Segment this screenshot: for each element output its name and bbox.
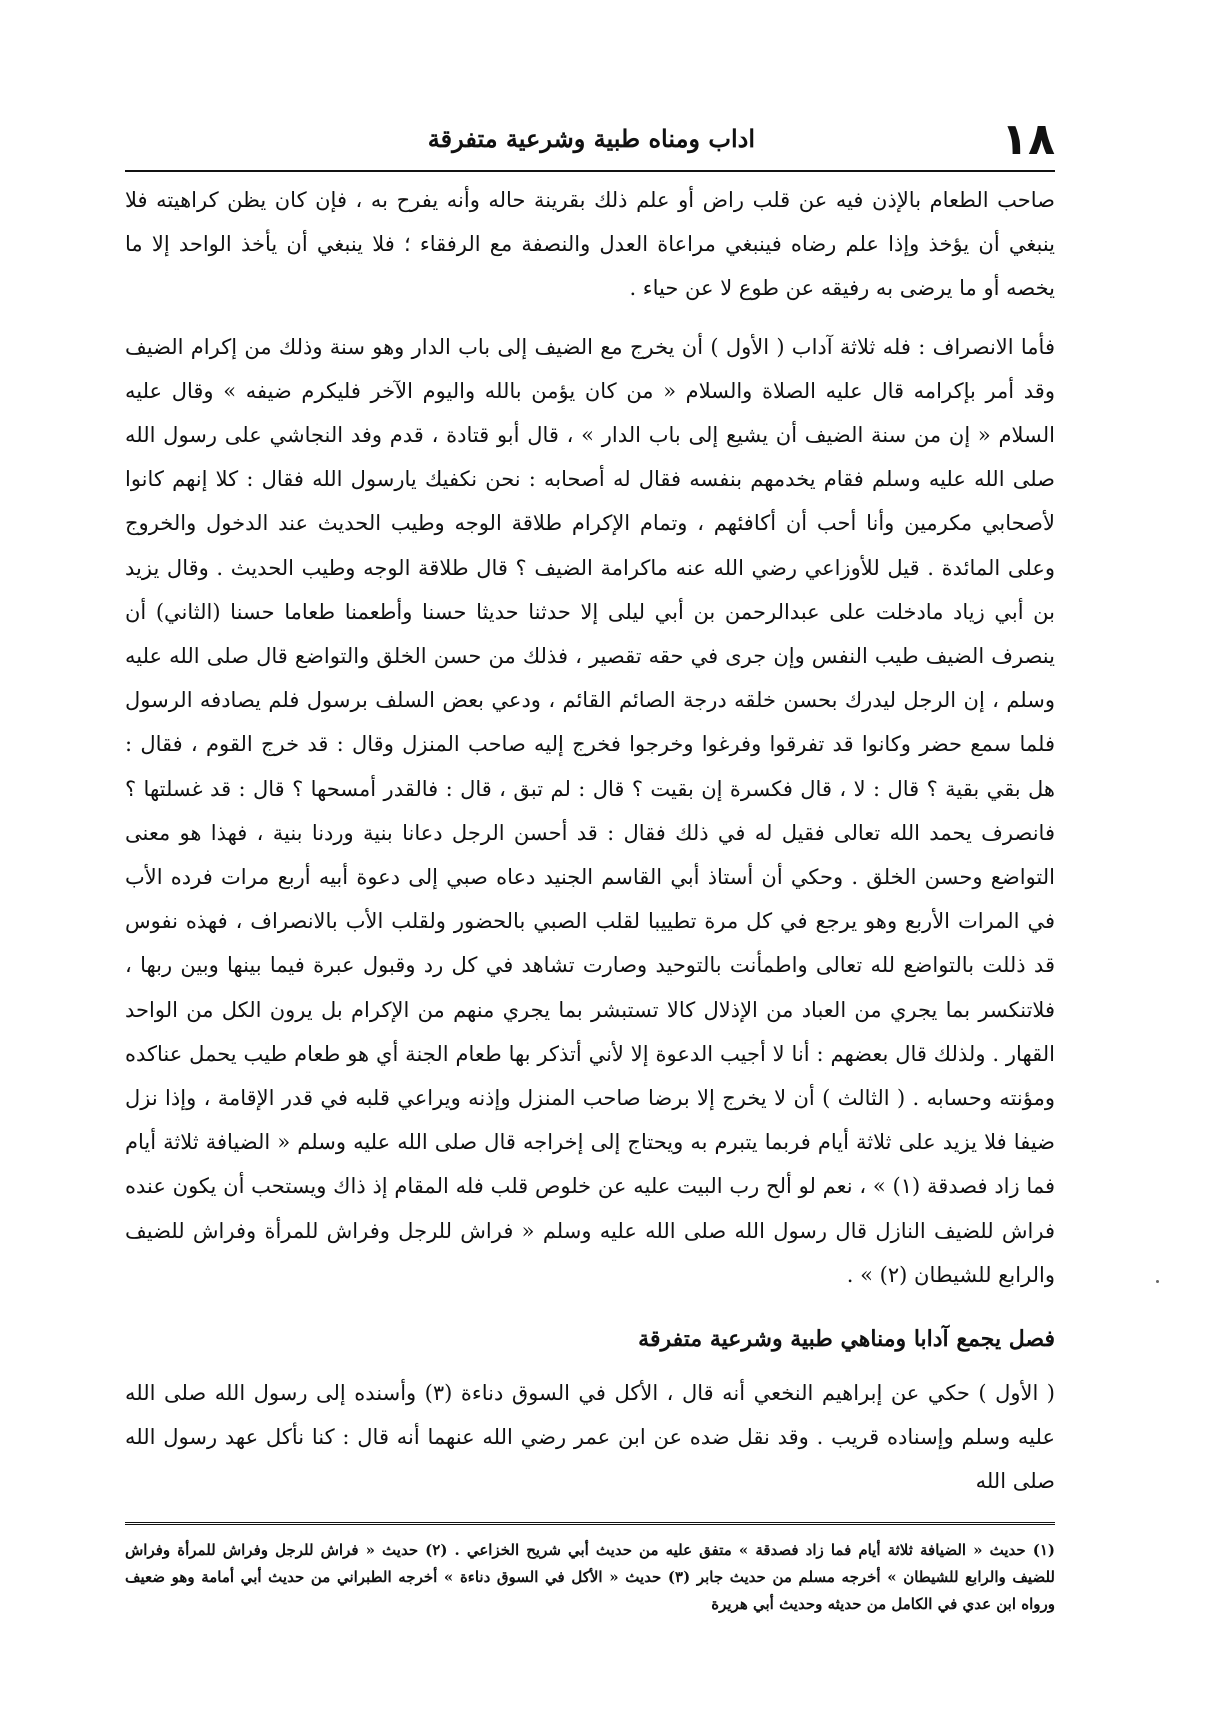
main-text	[125, 178, 1055, 1504]
section-heading: فصل يجمع آدابا ومناهي طبية وشرعية متفرقة	[638, 1326, 1055, 1353]
footnotes: (١) حديث « الضيافة ثلاثة أيام فما زاد فصدقة » متفق عليه من حديث أبي شريح الخزاعي . (٢) حديث « فراش للرجل وفراش للمرأة وفراش للضيف والرابع للشيطان » أخرجه مسلم من حديث جابر (٣) حديث « الأكل في السوق دناءة » أخرجه الطبراني من حديث أبي أمامة وهو ضعيف ورواه ابن عدي في الكامل من حديثه وحديث أبي هريرة	[125, 1540, 1055, 1613]
page-number: ١٨	[1001, 114, 1055, 165]
section-paragraph: ( الأول ) حكي عن إبراهيم النخعي أنه قال ، الأكل في السوق دناءة (٣) وأسنده إلى رسول الله صلى الله عليه وسلم وإسناده قريب . وقد نقل ضده عن ابن عمر رضي الله عنهما أنه قال : كنا نأكل عهد رسول الله صلى الله	[125, 1381, 1055, 1494]
paragraph-2: فأما الانصراف : فله ثلاثة آداب ( الأول ) أن يخرج مع الضيف إلى باب الدار وهو سنة وذلك من إكرام الضيف وقد أمر بإكرامه قال عليه الصلاة والسلام « من كان يؤمن بالله واليوم الآخر فليكرم ضيفه » وقال عليه السلام « إن من سنة الضيف أن يشيع إلى باب الدار » ، قال أبو قتادة ، قدم وفد النجاشي على رسول الله صلى الله عليه وسلم فقام يخدمهم بنفسه فقال له أصحابه : نحن نكفيك يارسول الله فقال : كلا إنهم كانوا لأصحابي مكرمين وأنا أحب أن أكافئهم ، وتمام الإكرام طلاقة الوجه وطيب الحديث عند الدخول والخروج وعلى المائدة . قيل للأوزاعي رضي الله عنه ماكرامة الضيف ؟ قال طلاقة الوجه وطيب الحديث . وقال يزيد بن أبي زياد مادخلت على عبدالرحمن بن أبي ليلى إلا حدثنا حديثا حسنا وأطعمنا طعاما حسنا (الثاني) أن ينصرف الضيف طيب النفس وإن جرى في حقه تقصير ، فذلك من حسن الخلق والتواضع قال صلى الله عليه وسلم ، إن الرجل ليدرك بحسن خلقه درجة الصائم القائم ، ودعي بعض السلف برسول فلم يصادفه الرسول فلما سمع حضر وكانوا قد تفرقوا وفرغوا وخرجوا فخرج إليه صاحب المنزل وقال : قد خرج القوم ، فقال : هل بقي بقية ؟ قال : لا ، قال فكسرة إن بقيت ؟ قال : لم تبق ، قال : فالقدر أمسحها ؟ قال : قد غسلتها ؟ فانصرف يحمد الله تعالى فقيل له في ذلك فقال : قد أحسن الرجل دعانا بنية وردنا بنية ، فهذا هو معنى التواضع وحسن الخلق . وحكي أن أستاذ أبي القاسم الجنيد دعاه صبي إلى دعوة أبيه أربع مرات فرده الأب في المرات الأربع وهو يرجع في كل مرة تطييبا لقلب الصبي بالحضور ولقلب الأب بالانصراف ، فهذه نفوس قد ذللت بالتواضع لله تعالى واطمأنت بالتوحيد وصارت تشاهد في كل رد وقبول عبرة فيما بينها وبين ربها ، فلاتنكسر بما يجري من العباد من الإذلال كالا تستبشر بما يجري منهم من الإكرام بل يرون الكل من الواحد القهار . ولذلك قال بعضهم : أنا لا أجيب الدعوة إلا لأني أتذكر بها طعام الجنة أي هو طعام طيب يحمل عناكده ومؤنته وحسابه . ( الثالث ) أن لا يخرج إلا برضا صاحب المنزل وإذنه ويراعي قلبه في قدر الإقامة ، وإذا نزل ضيفا فلا يزيد على ثلاثة أيام فربما يتبرم به ويحتاج إلى إخراجه قال صلى الله عليه وسلم « الضيافة ثلاثة أيام فما زاد فصدقة (١) » ، نعم لو ألح رب البيت عليه عن خلوص قلب فله المقام إذ ذاك ويستحب أن يكون عنده فراش للضيف النازل قال رسول الله صلى الله عليه وسلم « فراش للرجل وفراش للمرأة وفراش للضيف والرابع للشيطان (٢) » .	[125, 334, 1056, 1287]
paragraph-1: صاحب الطعام بالإذن فيه عن قلب راض أو علم ذلك بقرينة حاله وأنه يفرح به ، فإن كان يظن كراهيته فلا ينبغي أن يؤخذ وإذا علم رضاه فينبغي مراعاة العدل والنصفة مع الرفقاء ؛ فلا ينبغي أن يأخذ الواحد إلا ما يخصه أو ما يرضى به رفيقه عن طوع لا عن حياء .	[125, 188, 1055, 301]
margin-speck	[1156, 1280, 1159, 1283]
page-header	[125, 114, 1055, 172]
book-page	[125, 114, 1056, 1618]
footnote-divider	[125, 1522, 1055, 1529]
running-title: اداب ومناه طبية وشرعية متفرقة	[427, 124, 755, 153]
